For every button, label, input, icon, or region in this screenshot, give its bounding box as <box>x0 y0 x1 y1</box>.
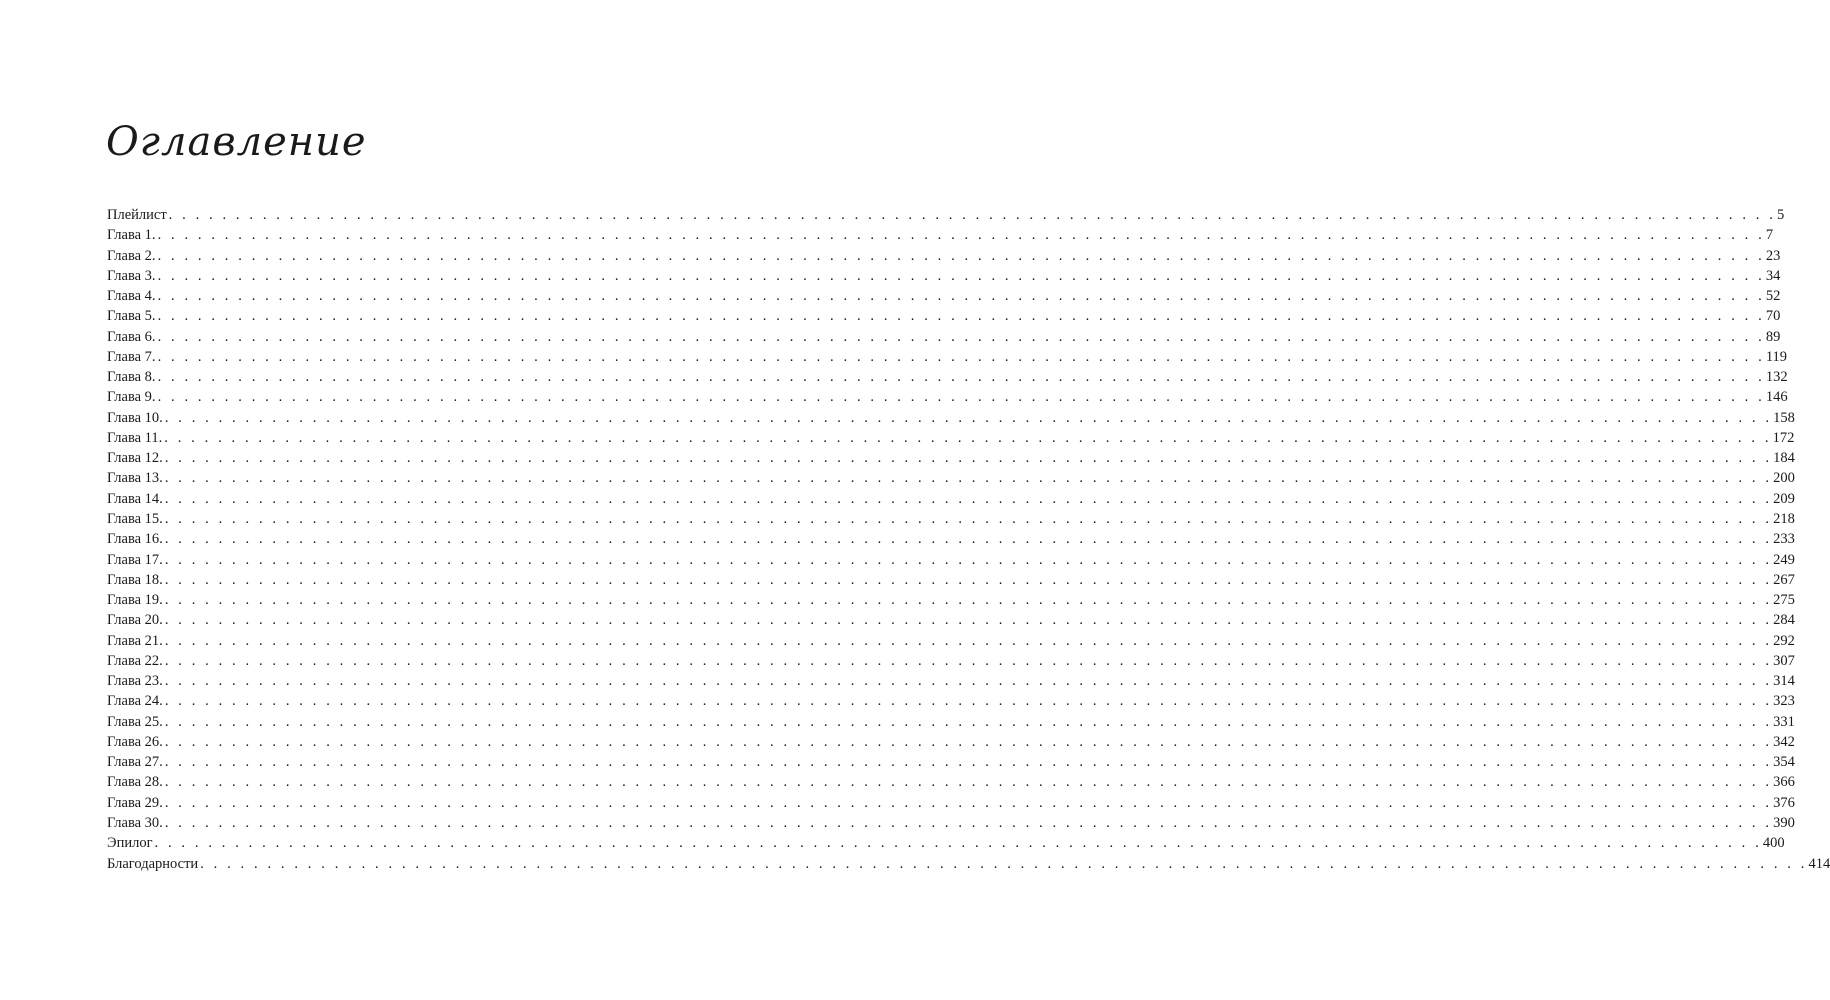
toc-entry-page-number: 314 <box>1773 673 1795 690</box>
dot-leader: . . . . . . . . . . . . . . . . . . . . . . . . . . . . . . . . . . . . . . . . . . . . . . . . . . . . . . . . . . . . . . . . . . . . . . . . . . . . . . . . . . . . . . . . . . . . . . . . . . . . . . . . . . . . . . . . . . . . . . . . <box>200 855 1808 872</box>
table-of-contents <box>107 205 1830 874</box>
toc-entry <box>107 610 1795 630</box>
toc-entry-label: Глава 21. <box>107 632 163 649</box>
toc-entry-label: Глава 19. <box>107 592 163 609</box>
dot-leader: . . . . . . . . . . . . . . . . . . . . . . . . . . . . . . . . . . . . . . . . . . . . . . . . . . . . . . . . . . . . . . . . . . . . . . . . . . . . . . . . . . . . . . . . . . . . . . . . . . . . . . . . . . . . . . . . . . . . . . . . <box>157 227 1765 244</box>
toc-entry-page-number: 275 <box>1773 592 1795 609</box>
toc-entry-page-number: 218 <box>1773 510 1795 527</box>
toc-entry-page-number: 354 <box>1773 754 1795 771</box>
toc-entry-label: Глава 6. <box>107 328 156 345</box>
dot-leader: . . . . . . . . . . . . . . . . . . . . . . . . . . . . . . . . . . . . . . . . . . . . . . . . . . . . . . . . . . . . . . . . . . . . . . . . . . . . . . . . . . . . . . . . . . . . . . . . . . . . . . . . . . . . . . . . . . . . . . . . <box>164 551 1773 568</box>
toc-entry-label: Глава 7. <box>107 348 156 365</box>
toc-entry <box>107 752 1795 772</box>
dot-leader: . . . . . . . . . . . . . . . . . . . . . . . . . . . . . . . . . . . . . . . . . . . . . . . . . . . . . . . . . . . . . . . . . . . . . . . . . . . . . . . . . . . . . . . . . . . . . . . . . . . . . . . . . . . . . . . . . . . . . . . . <box>164 814 1773 831</box>
toc-entry-page-number: 5 <box>1776 207 1785 223</box>
toc-entry-label: Глава 22. <box>107 652 163 669</box>
toc-entry-page-number: 172 <box>1772 429 1795 446</box>
toc-entry-page-number: 376 <box>1773 794 1795 811</box>
toc-entry <box>107 387 1788 407</box>
toc-entry <box>107 712 1795 732</box>
toc-entry-page-number: 34 <box>1765 267 1781 284</box>
toc-entry <box>107 448 1795 468</box>
toc-entry-page-number: 7 <box>1765 227 1774 244</box>
toc-entry <box>107 205 1785 225</box>
toc-entry-label: Глава 5. <box>107 308 156 325</box>
dot-leader: . . . . . . . . . . . . . . . . . . . . . . . . . . . . . . . . . . . . . . . . . . . . . . . . . . . . . . . . . . . . . . . . . . . . . . . . . . . . . . . . . . . . . . . . . . . . . . . . . . . . . . . . . . . . . . . . . . . . . . . . <box>157 389 1765 406</box>
toc-entry <box>107 854 1830 874</box>
toc-entry-label: Глава 8. <box>107 369 156 386</box>
toc-entry <box>107 691 1795 711</box>
toc-entry-page-number: 23 <box>1765 247 1781 264</box>
toc-entry-page-number: 307 <box>1773 652 1795 669</box>
toc-entry <box>107 428 1795 448</box>
dot-leader: . . . . . . . . . . . . . . . . . . . . . . . . . . . . . . . . . . . . . . . . . . . . . . . . . . . . . . . . . . . . . . . . . . . . . . . . . . . . . . . . . . . . . . . . . . . . . . . . . . . . . . . . . . . . . . . . . . . . . . . . <box>164 571 1773 588</box>
dot-leader: . . . . . . . . . . . . . . . . . . . . . . . . . . . . . . . . . . . . . . . . . . . . . . . . . . . . . . . . . . . . . . . . . . . . . . . . . . . . . . . . . . . . . . . . . . . . . . . . . . . . . . . . . . . . . . . . . . . . . . . . <box>164 450 1773 467</box>
dot-leader: . . . . . . . . . . . . . . . . . . . . . . . . . . . . . . . . . . . . . . . . . . . . . . . . . . . . . . . . . . . . . . . . . . . . . . . . . . . . . . . . . . . . . . . . . . . . . . . . . . . . . . . . . . . . . . . . . . . . . . . . <box>164 632 1773 649</box>
dot-leader: . . . . . . . . . . . . . . . . . . . . . . . . . . . . . . . . . . . . . . . . . . . . . . . . . . . . . . . . . . . . . . . . . . . . . . . . . . . . . . . . . . . . . . . . . . . . . . . . . . . . . . . . . . . . . . . . . . . . . . . . <box>154 835 1762 852</box>
toc-entry-page-number: 70 <box>1765 308 1781 325</box>
dot-leader: . . . . . . . . . . . . . . . . . . . . . . . . . . . . . . . . . . . . . . . . . . . . . . . . . . . . . . . . . . . . . . . . . . . . . . . . . . . . . . . . . . . . . . . . . . . . . . . . . . . . . . . . . . . . . . . . . . . . . . . . <box>164 652 1773 669</box>
toc-entry <box>107 631 1795 651</box>
toc-entry-page-number: 158 <box>1773 409 1795 426</box>
toc-entry <box>107 813 1795 833</box>
toc-entry-label: Глава 29. <box>107 794 163 811</box>
dot-leader: . . . . . . . . . . . . . . . . . . . . . . . . . . . . . . . . . . . . . . . . . . . . . . . . . . . . . . . . . . . . . . . . . . . . . . . . . . . . . . . . . . . . . . . . . . . . . . . . . . . . . . . . . . . . . . . . . . . . . . . . <box>164 673 1773 690</box>
toc-entry <box>107 408 1795 428</box>
toc-entry <box>107 266 1781 286</box>
dot-leader: . . . . . . . . . . . . . . . . . . . . . . . . . . . . . . . . . . . . . . . . . . . . . . . . . . . . . . . . . . . . . . . . . . . . . . . . . . . . . . . . . . . . . . . . . . . . . . . . . . . . . . . . . . . . . . . . . . . . . . . . <box>168 207 1776 223</box>
toc-entry-page-number: 119 <box>1765 348 1788 365</box>
dot-leader: . . . . . . . . . . . . . . . . . . . . . . . . . . . . . . . . . . . . . . . . . . . . . . . . . . . . . . . . . . . . . . . . . . . . . . . . . . . . . . . . . . . . . . . . . . . . . . . . . . . . . . . . . . . . . . . . . . . . . . . . <box>164 592 1773 609</box>
dot-leader: . . . . . . . . . . . . . . . . . . . . . . . . . . . . . . . . . . . . . . . . . . . . . . . . . . . . . . . . . . . . . . . . . . . . . . . . . . . . . . . . . . . . . . . . . . . . . . . . . . . . . . . . . . . . . . . . . . . . . . . . <box>164 693 1773 710</box>
toc-entry <box>107 509 1795 529</box>
toc-entry-label: Глава 25. <box>107 713 163 730</box>
toc-entry-label: Глава 14. <box>107 490 163 507</box>
toc-entry <box>107 468 1795 488</box>
dot-leader: . . . . . . . . . . . . . . . . . . . . . . . . . . . . . . . . . . . . . . . . . . . . . . . . . . . . . . . . . . . . . . . . . . . . . . . . . . . . . . . . . . . . . . . . . . . . . . . . . . . . . . . . . . . . . . . . . . . . . . . . <box>164 612 1773 629</box>
toc-entry-page-number: 146 <box>1765 389 1788 406</box>
dot-leader: . . . . . . . . . . . . . . . . . . . . . . . . . . . . . . . . . . . . . . . . . . . . . . . . . . . . . . . . . . . . . . . . . . . . . . . . . . . . . . . . . . . . . . . . . . . . . . . . . . . . . . . . . . . . . . . . . . . . . . . . <box>157 247 1765 264</box>
dot-leader: . . . . . . . . . . . . . . . . . . . . . . . . . . . . . . . . . . . . . . . . . . . . . . . . . . . . . . . . . . . . . . . . . . . . . . . . . . . . . . . . . . . . . . . . . . . . . . . . . . . . . . . . . . . . . . . . . . . . . . . . <box>164 429 1772 446</box>
toc-entry-page-number: 390 <box>1773 814 1795 831</box>
toc-entry <box>107 793 1795 813</box>
toc-entry <box>107 833 1785 853</box>
toc-entry-page-number: 209 <box>1773 490 1795 507</box>
toc-entry-label: Глава 20. <box>107 612 163 629</box>
toc-entry-label: Благодарности <box>107 855 199 872</box>
dot-leader: . . . . . . . . . . . . . . . . . . . . . . . . . . . . . . . . . . . . . . . . . . . . . . . . . . . . . . . . . . . . . . . . . . . . . . . . . . . . . . . . . . . . . . . . . . . . . . . . . . . . . . . . . . . . . . . . . . . . . . . . <box>164 794 1773 811</box>
toc-entry-label: Глава 18. <box>107 571 163 588</box>
toc-entry-page-number: 233 <box>1773 531 1795 548</box>
toc-entry-page-number: 414 <box>1808 855 1830 872</box>
dot-leader: . . . . . . . . . . . . . . . . . . . . . . . . . . . . . . . . . . . . . . . . . . . . . . . . . . . . . . . . . . . . . . . . . . . . . . . . . . . . . . . . . . . . . . . . . . . . . . . . . . . . . . . . . . . . . . . . . . . . . . . . <box>164 490 1773 507</box>
toc-entry-label: Глава 4. <box>107 288 156 305</box>
toc-entry-label: Глава 15. <box>107 510 163 527</box>
dot-leader: . . . . . . . . . . . . . . . . . . . . . . . . . . . . . . . . . . . . . . . . . . . . . . . . . . . . . . . . . . . . . . . . . . . . . . . . . . . . . . . . . . . . . . . . . . . . . . . . . . . . . . . . . . . . . . . . . . . . . . . . <box>157 328 1765 345</box>
toc-entry <box>107 529 1795 549</box>
toc-entry <box>107 225 1774 245</box>
toc-entry-label: Глава 12. <box>107 450 163 467</box>
toc-entry-page-number: 284 <box>1773 612 1795 629</box>
dot-leader: . . . . . . . . . . . . . . . . . . . . . . . . . . . . . . . . . . . . . . . . . . . . . . . . . . . . . . . . . . . . . . . . . . . . . . . . . . . . . . . . . . . . . . . . . . . . . . . . . . . . . . . . . . . . . . . . . . . . . . . . <box>164 774 1773 791</box>
toc-entry-page-number: 184 <box>1773 450 1795 467</box>
toc-entry-page-number: 267 <box>1773 571 1795 588</box>
dot-leader: . . . . . . . . . . . . . . . . . . . . . . . . . . . . . . . . . . . . . . . . . . . . . . . . . . . . . . . . . . . . . . . . . . . . . . . . . . . . . . . . . . . . . . . . . . . . . . . . . . . . . . . . . . . . . . . . . . . . . . . . <box>164 470 1773 487</box>
toc-entry-page-number: 366 <box>1773 774 1795 791</box>
toc-entry <box>107 651 1795 671</box>
toc-entry-page-number: 400 <box>1762 835 1785 852</box>
dot-leader: . . . . . . . . . . . . . . . . . . . . . . . . . . . . . . . . . . . . . . . . . . . . . . . . . . . . . . . . . . . . . . . . . . . . . . . . . . . . . . . . . . . . . . . . . . . . . . . . . . . . . . . . . . . . . . . . . . . . . . . . <box>157 348 1765 365</box>
toc-entry-page-number: 331 <box>1773 713 1795 730</box>
toc-entry <box>107 489 1795 509</box>
toc-entry <box>107 671 1795 691</box>
dot-leader: . . . . . . . . . . . . . . . . . . . . . . . . . . . . . . . . . . . . . . . . . . . . . . . . . . . . . . . . . . . . . . . . . . . . . . . . . . . . . . . . . . . . . . . . . . . . . . . . . . . . . . . . . . . . . . . . . . . . . . . . <box>164 754 1773 771</box>
dot-leader: . . . . . . . . . . . . . . . . . . . . . . . . . . . . . . . . . . . . . . . . . . . . . . . . . . . . . . . . . . . . . . . . . . . . . . . . . . . . . . . . . . . . . . . . . . . . . . . . . . . . . . . . . . . . . . . . . . . . . . . . <box>157 288 1765 305</box>
toc-entry-page-number: 249 <box>1773 551 1795 568</box>
toc-entry-label: Глава 13. <box>107 470 163 487</box>
toc-entry <box>107 327 1781 347</box>
toc-entry-label: Глава 24. <box>107 693 163 710</box>
toc-entry <box>107 772 1795 792</box>
toc-entry-label: Глава 10. <box>107 409 163 426</box>
toc-entry-label: Глава 16. <box>107 531 163 548</box>
toc-entry-page-number: 52 <box>1765 288 1781 305</box>
toc-entry-label: Глава 26. <box>107 733 163 750</box>
toc-entry-label: Глава 2. <box>107 247 156 264</box>
dot-leader: . . . . . . . . . . . . . . . . . . . . . . . . . . . . . . . . . . . . . . . . . . . . . . . . . . . . . . . . . . . . . . . . . . . . . . . . . . . . . . . . . . . . . . . . . . . . . . . . . . . . . . . . . . . . . . . . . . . . . . . . <box>164 510 1773 527</box>
toc-entry <box>107 570 1795 590</box>
toc-entry-page-number: 89 <box>1765 328 1781 345</box>
dot-leader: . . . . . . . . . . . . . . . . . . . . . . . . . . . . . . . . . . . . . . . . . . . . . . . . . . . . . . . . . . . . . . . . . . . . . . . . . . . . . . . . . . . . . . . . . . . . . . . . . . . . . . . . . . . . . . . . . . . . . . . . <box>164 713 1773 730</box>
toc-entry-label: Глава 1. <box>107 227 156 244</box>
toc-entry-page-number: 323 <box>1773 693 1795 710</box>
toc-entry-page-number: 200 <box>1773 470 1795 487</box>
toc-entry-page-number: 132 <box>1765 369 1788 386</box>
toc-entry <box>107 347 1788 367</box>
toc-entry-label: Глава 17. <box>107 551 163 568</box>
toc-entry <box>107 550 1795 570</box>
dot-leader: . . . . . . . . . . . . . . . . . . . . . . . . . . . . . . . . . . . . . . . . . . . . . . . . . . . . . . . . . . . . . . . . . . . . . . . . . . . . . . . . . . . . . . . . . . . . . . . . . . . . . . . . . . . . . . . . . . . . . . . . <box>157 267 1765 284</box>
toc-entry-label: Глава 11. <box>107 429 163 446</box>
dot-leader: . . . . . . . . . . . . . . . . . . . . . . . . . . . . . . . . . . . . . . . . . . . . . . . . . . . . . . . . . . . . . . . . . . . . . . . . . . . . . . . . . . . . . . . . . . . . . . . . . . . . . . . . . . . . . . . . . . . . . . . . <box>157 308 1765 325</box>
toc-entry-label: Эпилог <box>107 835 153 852</box>
toc-entry-label: Глава 27. <box>107 754 163 771</box>
dot-leader: . . . . . . . . . . . . . . . . . . . . . . . . . . . . . . . . . . . . . . . . . . . . . . . . . . . . . . . . . . . . . . . . . . . . . . . . . . . . . . . . . . . . . . . . . . . . . . . . . . . . . . . . . . . . . . . . . . . . . . . . <box>164 409 1773 426</box>
toc-entry-page-number: 342 <box>1773 733 1795 750</box>
toc-entry-label: Глава 9. <box>107 389 156 406</box>
dot-leader: . . . . . . . . . . . . . . . . . . . . . . . . . . . . . . . . . . . . . . . . . . . . . . . . . . . . . . . . . . . . . . . . . . . . . . . . . . . . . . . . . . . . . . . . . . . . . . . . . . . . . . . . . . . . . . . . . . . . . . . . <box>164 531 1773 548</box>
toc-entry <box>107 367 1788 387</box>
toc-entry-label: Глава 23. <box>107 673 163 690</box>
toc-entry-label: Плейлист <box>107 207 167 223</box>
dot-leader: . . . . . . . . . . . . . . . . . . . . . . . . . . . . . . . . . . . . . . . . . . . . . . . . . . . . . . . . . . . . . . . . . . . . . . . . . . . . . . . . . . . . . . . . . . . . . . . . . . . . . . . . . . . . . . . . . . . . . . . . <box>164 733 1773 750</box>
toc-entry <box>107 732 1795 752</box>
dot-leader: . . . . . . . . . . . . . . . . . . . . . . . . . . . . . . . . . . . . . . . . . . . . . . . . . . . . . . . . . . . . . . . . . . . . . . . . . . . . . . . . . . . . . . . . . . . . . . . . . . . . . . . . . . . . . . . . . . . . . . . . <box>157 369 1765 386</box>
toc-entry-label: Глава 3. <box>107 267 156 284</box>
toc-entry <box>107 590 1795 610</box>
page-title: Оглавление <box>106 119 367 165</box>
toc-entry <box>107 286 1781 306</box>
toc-entry <box>107 246 1781 266</box>
toc-entry-label: Глава 30. <box>107 814 163 831</box>
toc-entry <box>107 306 1781 326</box>
toc-entry-page-number: 292 <box>1773 632 1795 649</box>
toc-entry-label: Глава 28. <box>107 774 163 791</box>
